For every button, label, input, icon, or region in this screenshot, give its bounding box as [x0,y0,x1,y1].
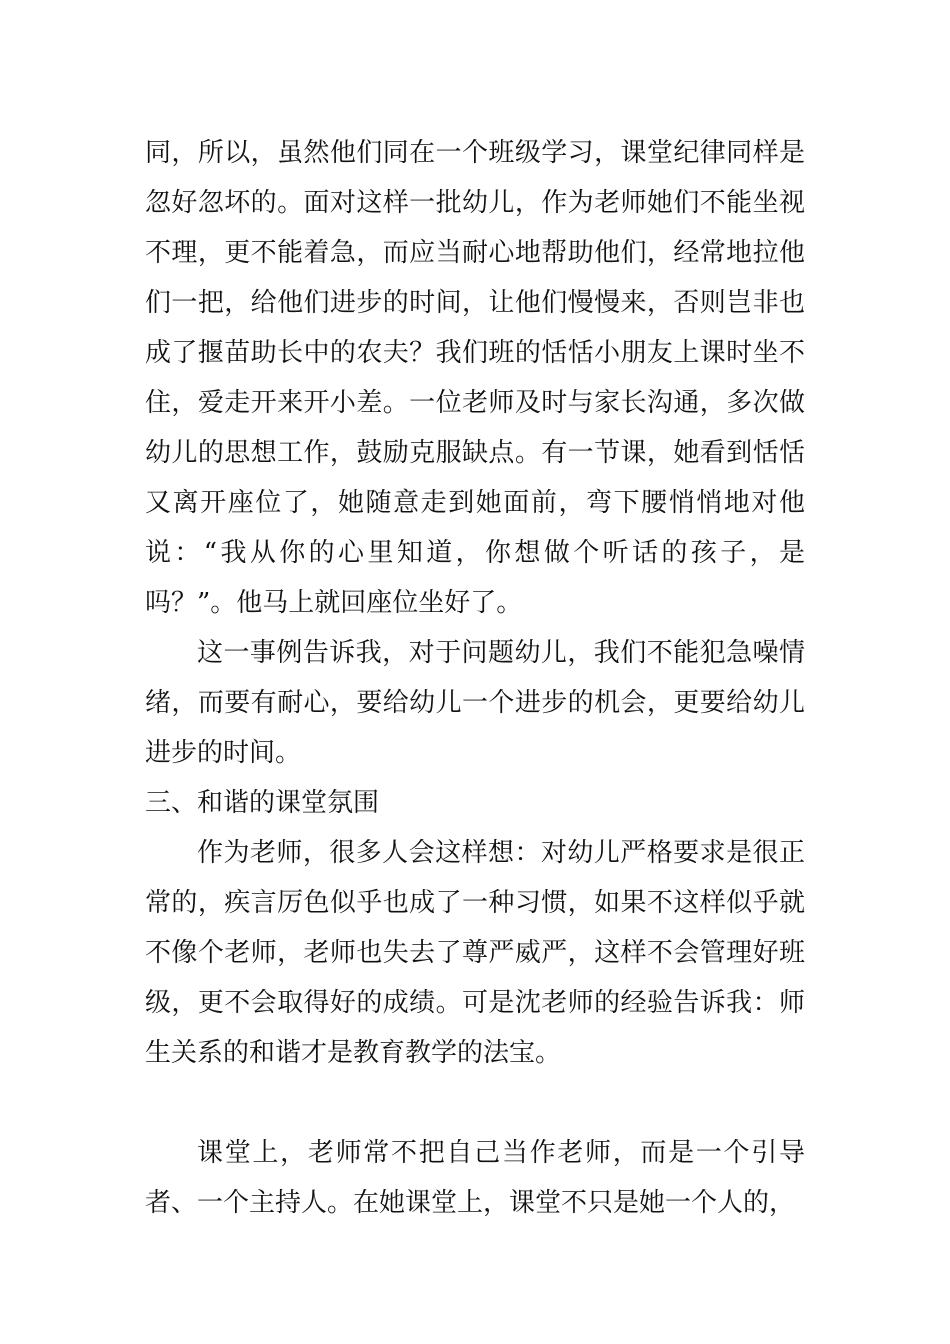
body-text-bottom [145,1128,805,1228]
paragraph-classroom: 课堂上，老师常不把自己当作老师，而是一个引导者、一个主持人。在她课堂上，课堂不只是她一个人的， [145,1138,805,1218]
paragraph-harmony: 作为老师，很多人会这样想：对幼儿严格要求是很正常的，疾言厉色似乎也成了一种习惯，如果不这样似乎就不像个老师，老师也失去了尊严威严，这样不会管理好班级，更不会取得好的成绩。可是沈老师的经验告诉我：师生关系的和谐才是教育教学的法宝。 [145,838,805,1068]
paragraph-continuation: 同，所以，虽然他们同在一个班级学习，课堂纪律同样是忽好忽坏的。面对这样一批幼儿，作为老师她们不能坐视不理，更不能着急，而应当耐心地帮助他们，经常地拉他们一把，给他们进步的时间，让他们慢慢来，否则岂非也成了揠苗助长中的农夫？我们班的恬恬小朋友上课时坐不住，爱走开来开小差。一位老师及时与家长沟通，多次做幼儿的思想工作，鼓励克服缺点。有一节课，她看到恬恬又离开座位了，她随意走到她面前，弯下腰悄悄地对他说：“我从你的心里知道，你想做个听话的孩子，是吗？”。他马上就回座位坐好了。 [145,138,805,618]
body-text-top [145,128,805,1078]
paragraph-lesson: 这一事例告诉我，对于问题幼儿，我们不能犯急噪情绪，而要有耐心，要给幼儿一个进步的机会，更要给幼儿进步的时间。 [145,638,805,768]
section-heading: 三、和谐的课堂氛围 [145,788,380,818]
